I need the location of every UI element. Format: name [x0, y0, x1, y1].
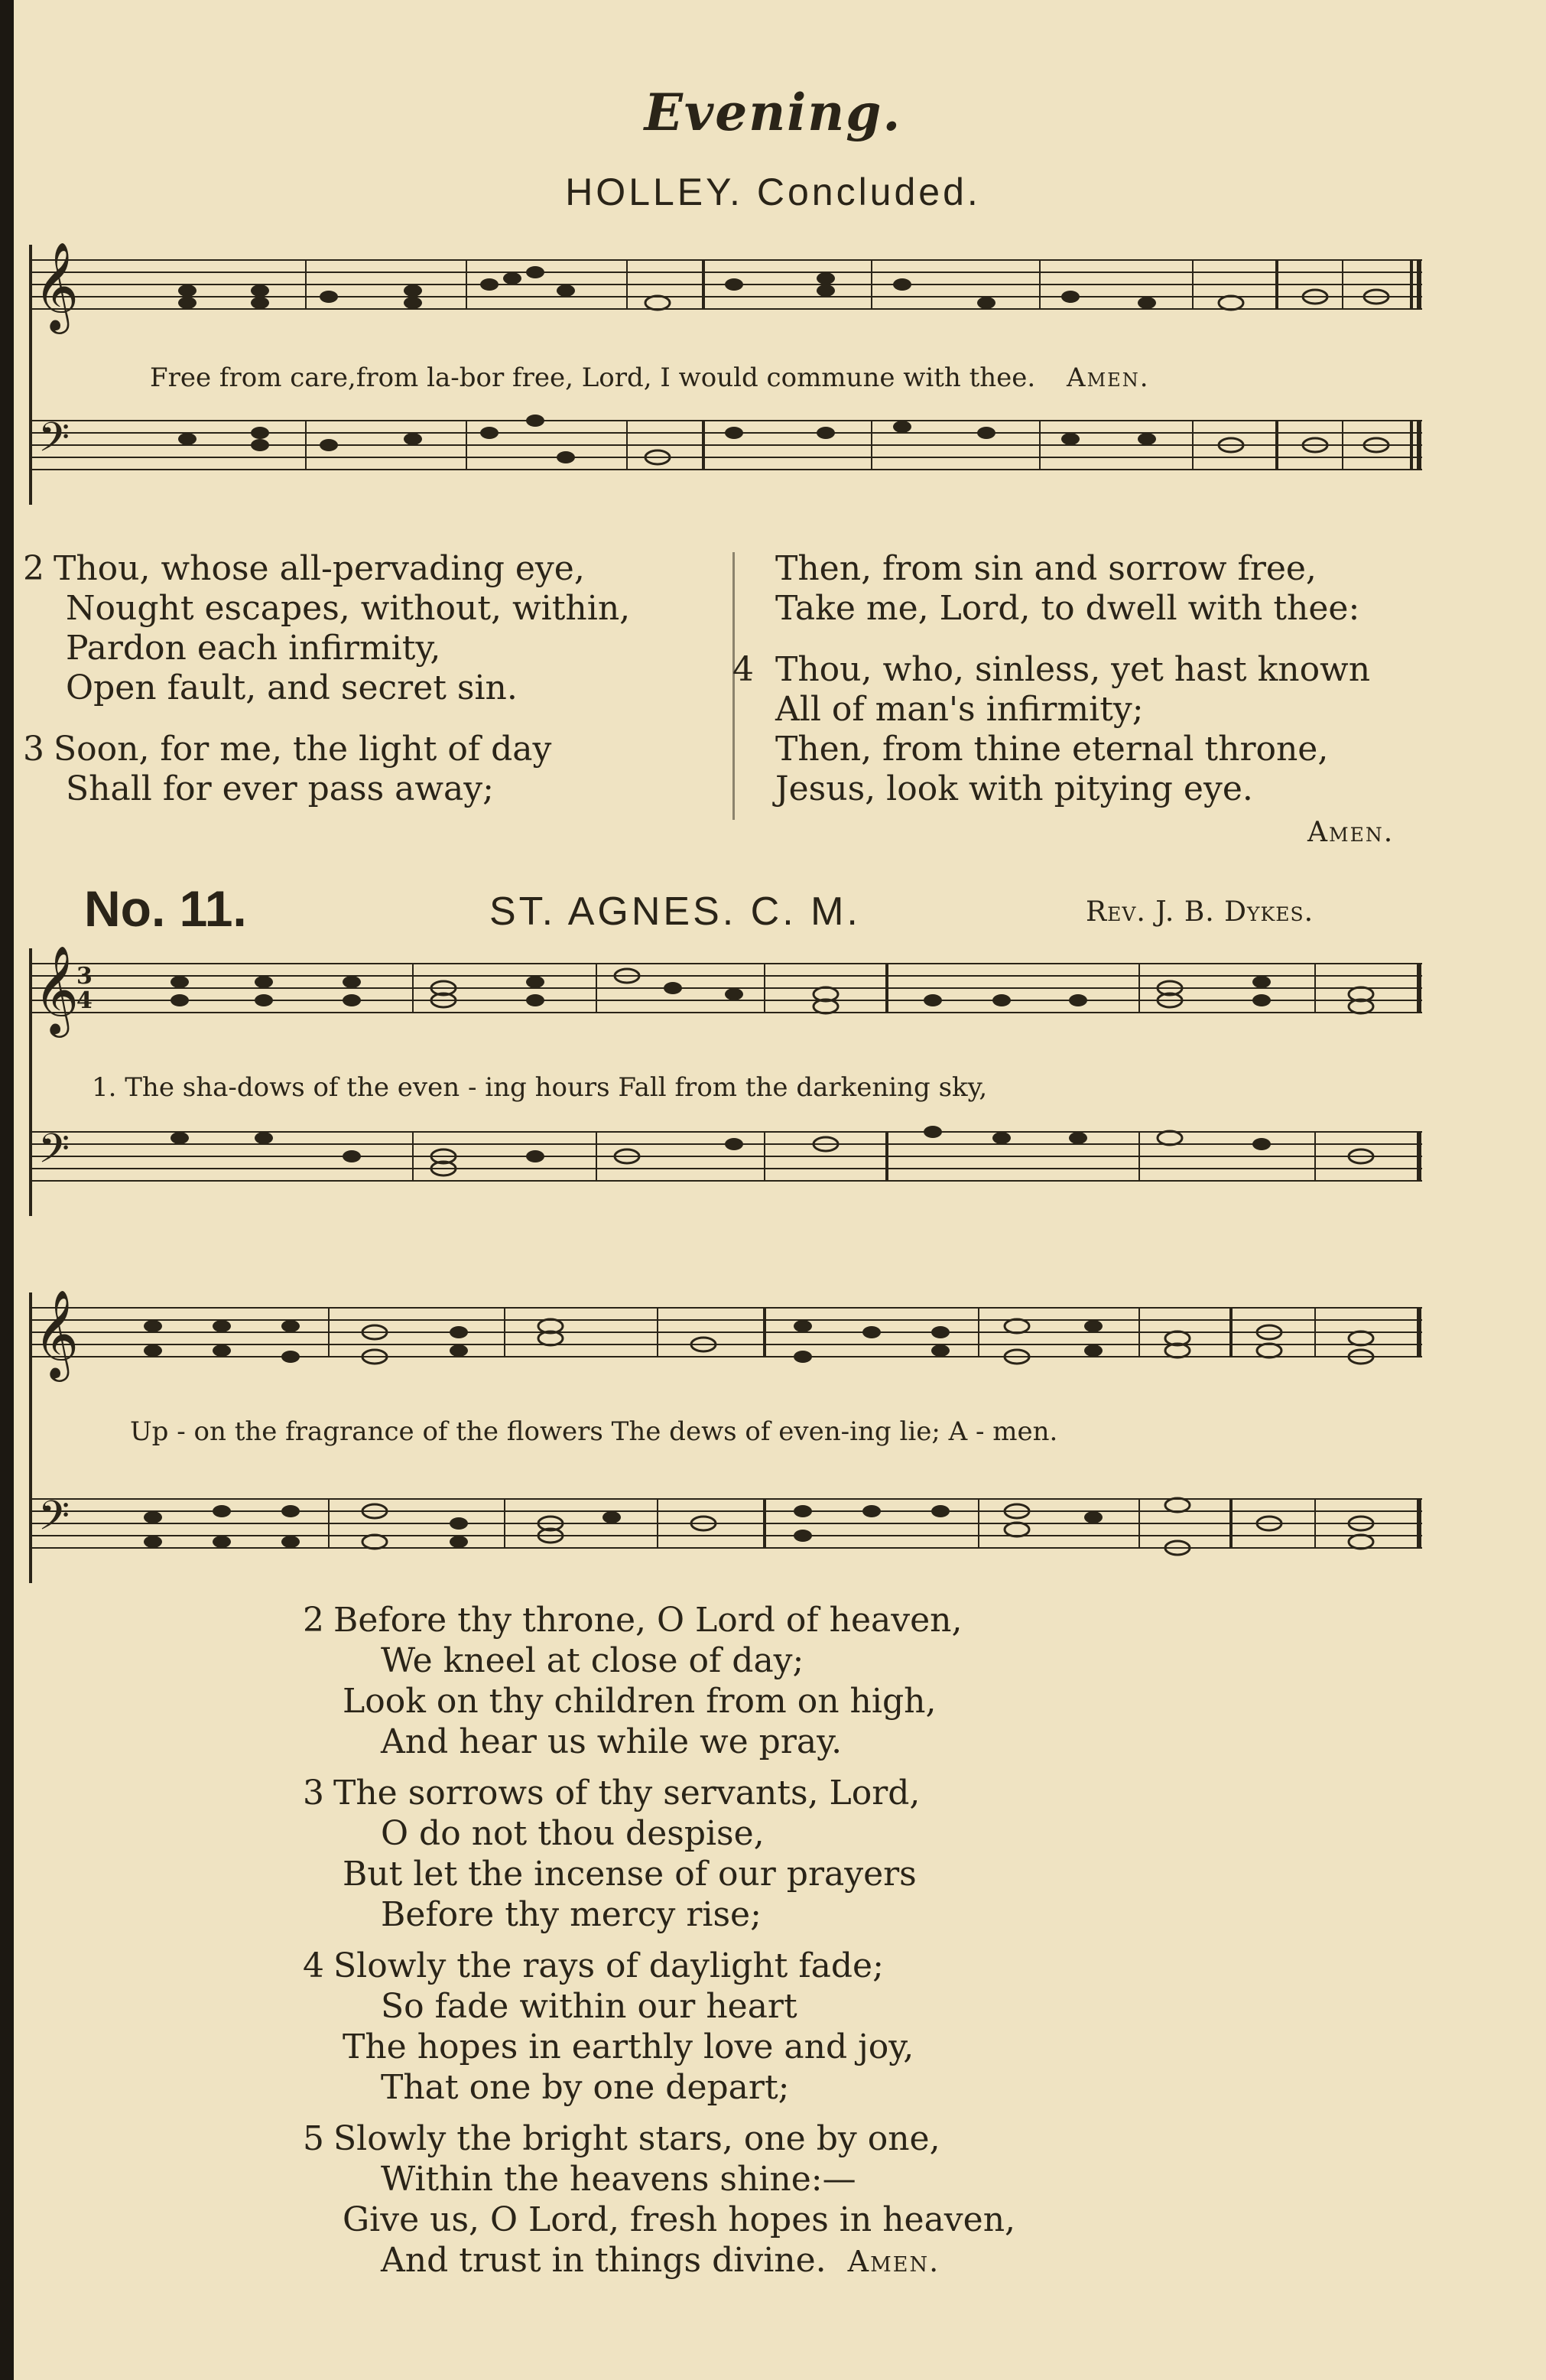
svg-text:𝄢: 𝄢	[38, 415, 70, 471]
holley-lyric-line	[150, 363, 1150, 393]
sa-verse-2-line-4: And hear us while we pray.	[381, 1722, 843, 1761]
svg-text:𝄞: 𝄞	[34, 1289, 80, 1378]
svg-text:𝄢: 𝄢	[38, 1126, 70, 1182]
verse-2-line-3: Pardon each infirmity,	[66, 629, 441, 668]
sa-verse-4-line-1: 4 Slowly the rays of daylight fade;	[303, 1946, 884, 1985]
hymn-number: No. 11.	[84, 880, 247, 937]
st-agnes-lyric-line-1: 1. The sha-dows of the even - ing hours Fall from the darkening sky,	[92, 1072, 988, 1103]
sa-verse-3-line-4: Before thy mercy rise;	[381, 1895, 762, 1934]
holley-closing-amen: Amen.	[1307, 817, 1395, 848]
verse-4-line-2: All of man's infirmity;	[775, 690, 1144, 729]
verse-2-line-2: Nought escapes, without, within,	[66, 589, 631, 628]
sa-verse-2-line-3: Look on thy children from on high,	[343, 1682, 937, 1721]
st-agnes-verses	[303, 1600, 1015, 2282]
sa-verse-4-line-4: That one by one depart;	[381, 2068, 790, 2107]
svg-text:𝄞: 𝄞	[34, 945, 80, 1034]
verse-2-line-1: 2 Thou, whose all-pervading eye,	[23, 549, 585, 588]
verse-4-line-1: 4 Thou, who, sinless, yet hast known	[732, 650, 1371, 689]
holley-tune-heading: HOLLEY. Concluded.	[565, 171, 981, 213]
svg-text:𝄞: 𝄞	[34, 241, 80, 330]
sa-verse-5-line-1: 5 Slowly the bright stars, one by one,	[303, 2119, 940, 2158]
st-agnes-tune-name: ST. AGNES. C. M.	[489, 889, 861, 934]
sa-verse-5-line-4: And trust in things divine. Amen.	[381, 2241, 940, 2280]
sa-verse-4-line-3: The hopes in earthly love and joy,	[343, 2027, 914, 2066]
holley-verses-left	[23, 549, 630, 809]
st-agnes-lyric-line-2: Up - on the fragrance of the flowers The dews of even-ing lie; A - men.	[130, 1416, 1058, 1447]
svg-text:3: 3	[76, 963, 93, 990]
page-section-title: Evening.	[644, 83, 902, 142]
sa-verse-4-line-2: So fade within our heart	[381, 1987, 797, 2026]
verse-3-line-3: Then, from sin and sorrow free,	[775, 549, 1317, 588]
holley-lyric-text: Free from care,from la-bor free, Lord, I would commune with thee.	[150, 363, 1036, 393]
verse-3-line-2: Shall for ever pass away;	[66, 769, 494, 808]
verse-3-line-1: 3 Soon, for me, the light of day	[23, 730, 552, 769]
sa-verse-2-line-1: 2 Before thy throne, O Lord of heaven,	[303, 1601, 963, 1640]
verse-3-line-4: Take me, Lord, to dwell with thee:	[775, 589, 1360, 628]
verse-2-line-4: Open fault, and secret sin.	[66, 668, 518, 707]
sa-verse-3-line-3: But let the incense of our prayers	[343, 1855, 917, 1894]
st-agnes-composer: Rev. J. B. Dykes.	[1086, 896, 1314, 928]
sa-verse-3-line-1: 3 The sorrows of thy servants, Lord,	[303, 1774, 921, 1813]
holley-verses-right	[732, 549, 1370, 809]
svg-text:𝄢: 𝄢	[38, 1493, 70, 1549]
sa-verse-5-line-3: Give us, O Lord, fresh hopes in heaven,	[343, 2200, 1016, 2239]
sa-verse-3-line-2: O do not thou despise,	[381, 1814, 765, 1853]
holley-amen: Amen.	[1067, 363, 1150, 393]
verse-4-line-3: Then, from thine eternal throne,	[775, 730, 1329, 769]
st-agnes-final-amen: Amen.	[847, 2245, 940, 2278]
sa-verse-2-line-2: We kneel at close of day;	[381, 1641, 804, 1680]
verse-4-line-4: Jesus, look with pitying eye.	[775, 769, 1253, 808]
svg-text:4: 4	[76, 987, 93, 1014]
sa-verse-5-line-2: Within the heavens shine:—	[381, 2160, 856, 2199]
